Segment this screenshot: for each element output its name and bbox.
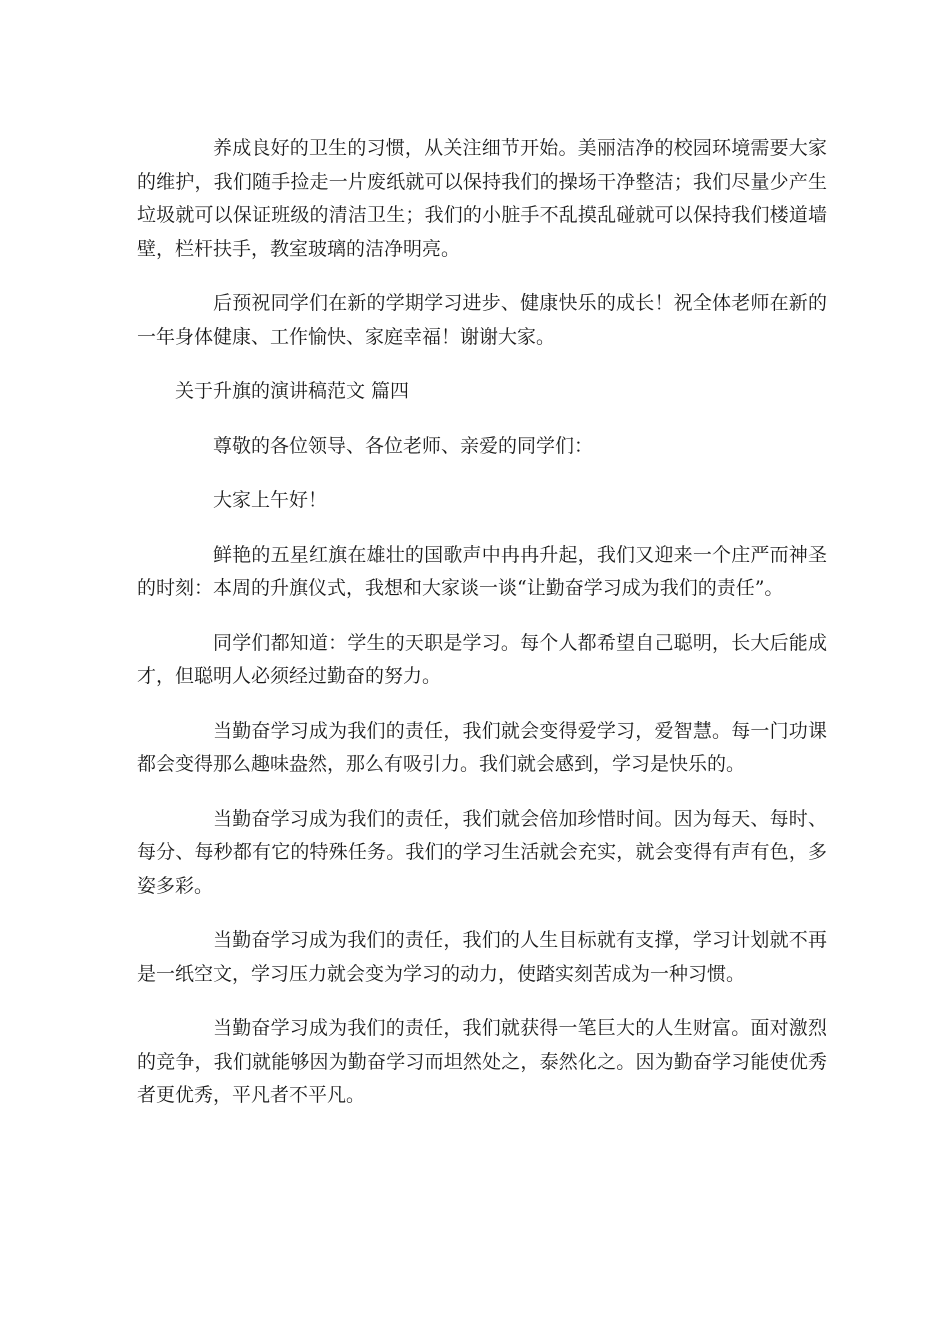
paragraph-life-goals: 当勤奋学习成为我们的责任，我们的人生目标就有支撑，学习计划就不再是一纸空文，学习压力就会变为学习的动力，使踏实刻苦成为一种习惯。 [137,929,827,985]
paragraph-cherish-time: 当勤奋学习成为我们的责任，我们就会倍加珍惜时间。因为每天、每时、每分、每秒都有它的特殊任务。我们的学习生活就会充实，就会变得有声有色，多姿多彩。 [137,807,827,897]
paragraph-closing-wishes: 后预祝同学们在新的学期学习进步、健康快乐的成长！祝全体老师在新的一年身体健康、工作愉快、家庭幸福！谢谢大家。 [137,292,827,348]
paragraph-duty-of-study: 同学们都知道：学生的天职是学习。每个人都希望自己聪明，长大后能成才，但聪明人必须经过勤奋的努力。 [137,631,827,687]
document-body [137,132,827,1134]
paragraph-life-wealth: 当勤奋学习成为我们的责任，我们就获得一笔巨大的人生财富。面对激烈的竞争，我们就能够因为勤奋学习而坦然处之，泰然化之。因为勤奋学习能使优秀者更优秀，平凡者不平凡。 [137,1017,827,1106]
paragraph-love-learning: 当勤奋学习成为我们的责任，我们就会变得爱学习，爱智慧。每一门功课都会变得那么趣味盎然，那么有吸引力。我们就会感到，学习是快乐的。 [137,719,827,775]
paragraph-flag-raising: 鲜艳的五星红旗在雄壮的国歌声中冉冉升起，我们又迎来一个庄严而神圣的时刻：本周的升旗仪式，我想和大家谈一谈“让勤奋学习成为我们的责任”。 [137,543,827,599]
section-heading: 关于升旗的演讲稿范文 篇四 [175,380,410,402]
paragraph-hygiene: 养成良好的卫生的习惯，从关注细节开始。美丽洁净的校园环境需要大家的维护，我们随手捡走一片废纸就可以保持我们的操场干净整洁；我们尽量少产生垃圾就可以保证班级的清洁卫生；我们的小脏手不乱摸乱碰就可以保持我们楼道墙壁，栏杆扶手，教室玻璃的洁净明亮。 [137,137,827,260]
greeting-line: 尊敬的各位领导、各位老师、亲爱的同学们： [213,434,594,457]
salutation-line: 大家上午好！ [213,489,328,511]
